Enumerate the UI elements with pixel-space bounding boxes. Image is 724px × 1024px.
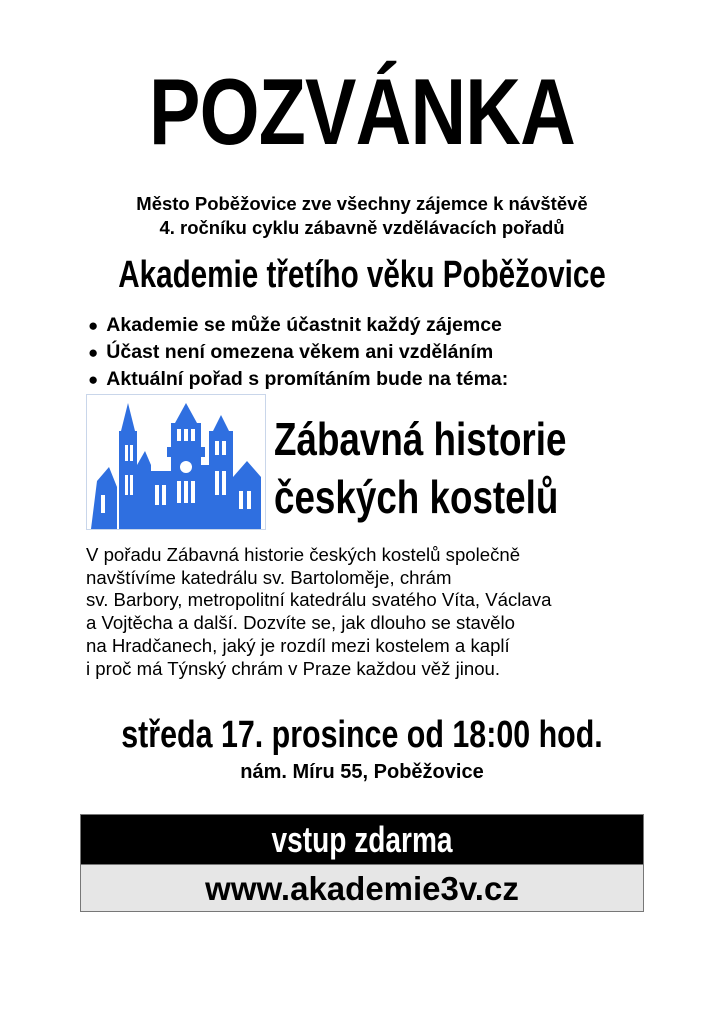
description-text: [86, 544, 646, 680]
cathedral-illustration: [87, 395, 265, 529]
cathedral-image: [86, 394, 266, 530]
academy-name: Akademie třetího věku Poběžovice: [118, 254, 606, 296]
invitation-title: POZVÁNKA: [149, 59, 575, 164]
event-place: nám. Míru 55, Poběžovice: [240, 761, 484, 783]
description-line: na Hradčanech, jaký je rozdíl mezi kostelem a kaplí: [86, 634, 510, 656]
topic-line-2: českých kostelů: [274, 471, 559, 523]
intro-text: [0, 192, 724, 240]
website-link[interactable]: www.akademie3v.cz: [81, 864, 643, 911]
intro-line-1: Město Poběžovice zve všechny zájemce k návštěvě: [136, 193, 588, 214]
description-line: i proč má Týnský chrám v Praze každou věž jinou.: [86, 657, 501, 679]
bullet-item: ● Aktuální pořad s promítáním bude na téma:: [88, 366, 508, 393]
topic-line-1: Zábavná historie: [274, 413, 567, 465]
cathedral-silhouette: [91, 403, 261, 529]
description-line: sv. Barbory, metropolitní katedrálu svatého Víta, Václava: [86, 589, 552, 611]
intro-line-2: 4. ročníku cyklu zábavně vzdělávacích pořadů: [159, 217, 565, 238]
bullet-item: ● Účast není omezena věkem ani vzděláním: [88, 339, 508, 366]
event-date: středa 17. prosince od 18:00 hod.: [121, 714, 603, 756]
free-entry-label: vstup zdarma: [271, 819, 453, 860]
description-line: navštívíme katedrálu sv. Bartoloměje, chrám: [86, 566, 452, 588]
bullet-list: [88, 312, 508, 393]
entry-box: [80, 814, 644, 912]
bullet-item: ● Akademie se může účastnit každý zájemce: [88, 312, 508, 339]
topic-title: [274, 410, 618, 526]
description-line: a Vojtěcha a další. Dozvíte se, jak dlouho se stavělo: [86, 612, 515, 634]
free-entry-banner: [81, 815, 643, 864]
description-line: V pořadu Zábavná historie českých kostelů společně: [86, 544, 521, 565]
